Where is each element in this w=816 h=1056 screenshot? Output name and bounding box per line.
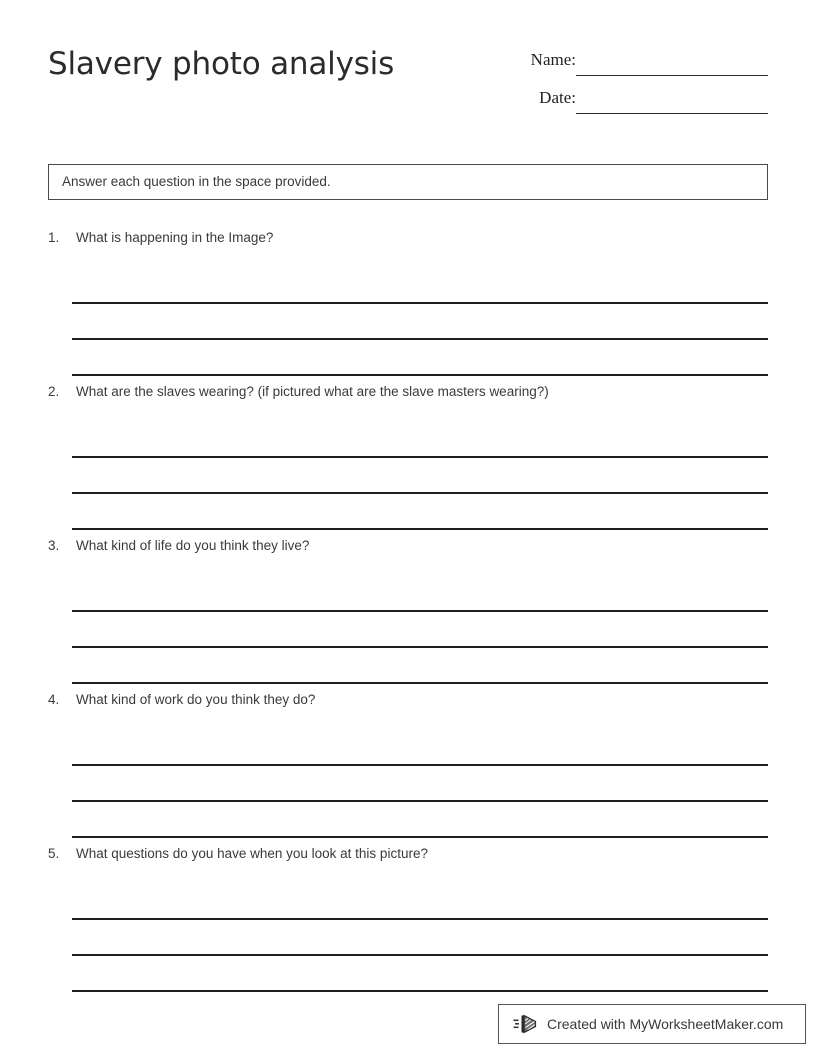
answer-line[interactable] (72, 422, 768, 458)
question-heading (48, 692, 768, 714)
question-block-1 (48, 230, 768, 384)
footer-attribution-badge[interactable] (498, 1004, 806, 1044)
answer-line[interactable] (72, 268, 768, 304)
date-input-line[interactable] (576, 113, 768, 114)
question-text: What kind of life do you think they live? (76, 538, 310, 553)
page-title: Slavery photo analysis (48, 46, 395, 82)
question-text: What are the slaves wearing? (if pictured what are the slave masters wearing?) (76, 384, 549, 399)
date-field-label: Date: (539, 88, 576, 107)
question-block-5 (48, 846, 768, 1000)
answer-line[interactable] (72, 648, 768, 684)
badge-content (513, 1005, 783, 1043)
answer-line[interactable] (72, 802, 768, 838)
question-number: 2. (48, 384, 60, 399)
name-field-label: Name: (530, 50, 576, 69)
answer-line[interactable] (72, 340, 768, 376)
question-number: 1. (48, 230, 60, 245)
answer-lines (72, 884, 768, 992)
question-number: 5. (48, 846, 60, 861)
question-text: What is happening in the Image? (76, 230, 274, 245)
question-heading (48, 538, 768, 560)
answer-lines (72, 422, 768, 530)
instructions-text: Answer each question in the space provided. (62, 174, 331, 189)
answer-lines (72, 730, 768, 838)
answer-line[interactable] (72, 956, 768, 992)
question-number: 4. (48, 692, 60, 707)
question-text: What kind of work do you think they do? (76, 692, 316, 707)
answer-line[interactable] (72, 920, 768, 956)
name-input-line[interactable] (576, 75, 768, 76)
question-heading (48, 230, 768, 252)
question-block-2 (48, 384, 768, 538)
answer-line[interactable] (72, 730, 768, 766)
answer-line[interactable] (72, 884, 768, 920)
name-date-fields (512, 50, 768, 126)
answer-line[interactable] (72, 576, 768, 612)
answer-line[interactable] (72, 458, 768, 494)
badge-label: Created with MyWorksheetMaker.com (547, 1016, 784, 1032)
answer-line[interactable] (72, 304, 768, 340)
question-block-3 (48, 538, 768, 692)
answer-line[interactable] (72, 494, 768, 530)
question-number: 3. (48, 538, 60, 553)
answer-lines (72, 576, 768, 684)
worksheet-header (48, 40, 768, 136)
date-field-row (512, 88, 768, 126)
answer-line[interactable] (72, 766, 768, 802)
name-field-row (512, 50, 768, 88)
instructions-box (48, 164, 768, 200)
question-heading (48, 384, 768, 406)
answer-line[interactable] (72, 612, 768, 648)
worksheet-maker-logo-icon (513, 1012, 539, 1036)
questions-list (48, 230, 768, 1000)
answer-lines (72, 268, 768, 376)
question-text: What questions do you have when you look at this picture? (76, 846, 428, 861)
question-block-4 (48, 692, 768, 846)
question-heading (48, 846, 768, 868)
